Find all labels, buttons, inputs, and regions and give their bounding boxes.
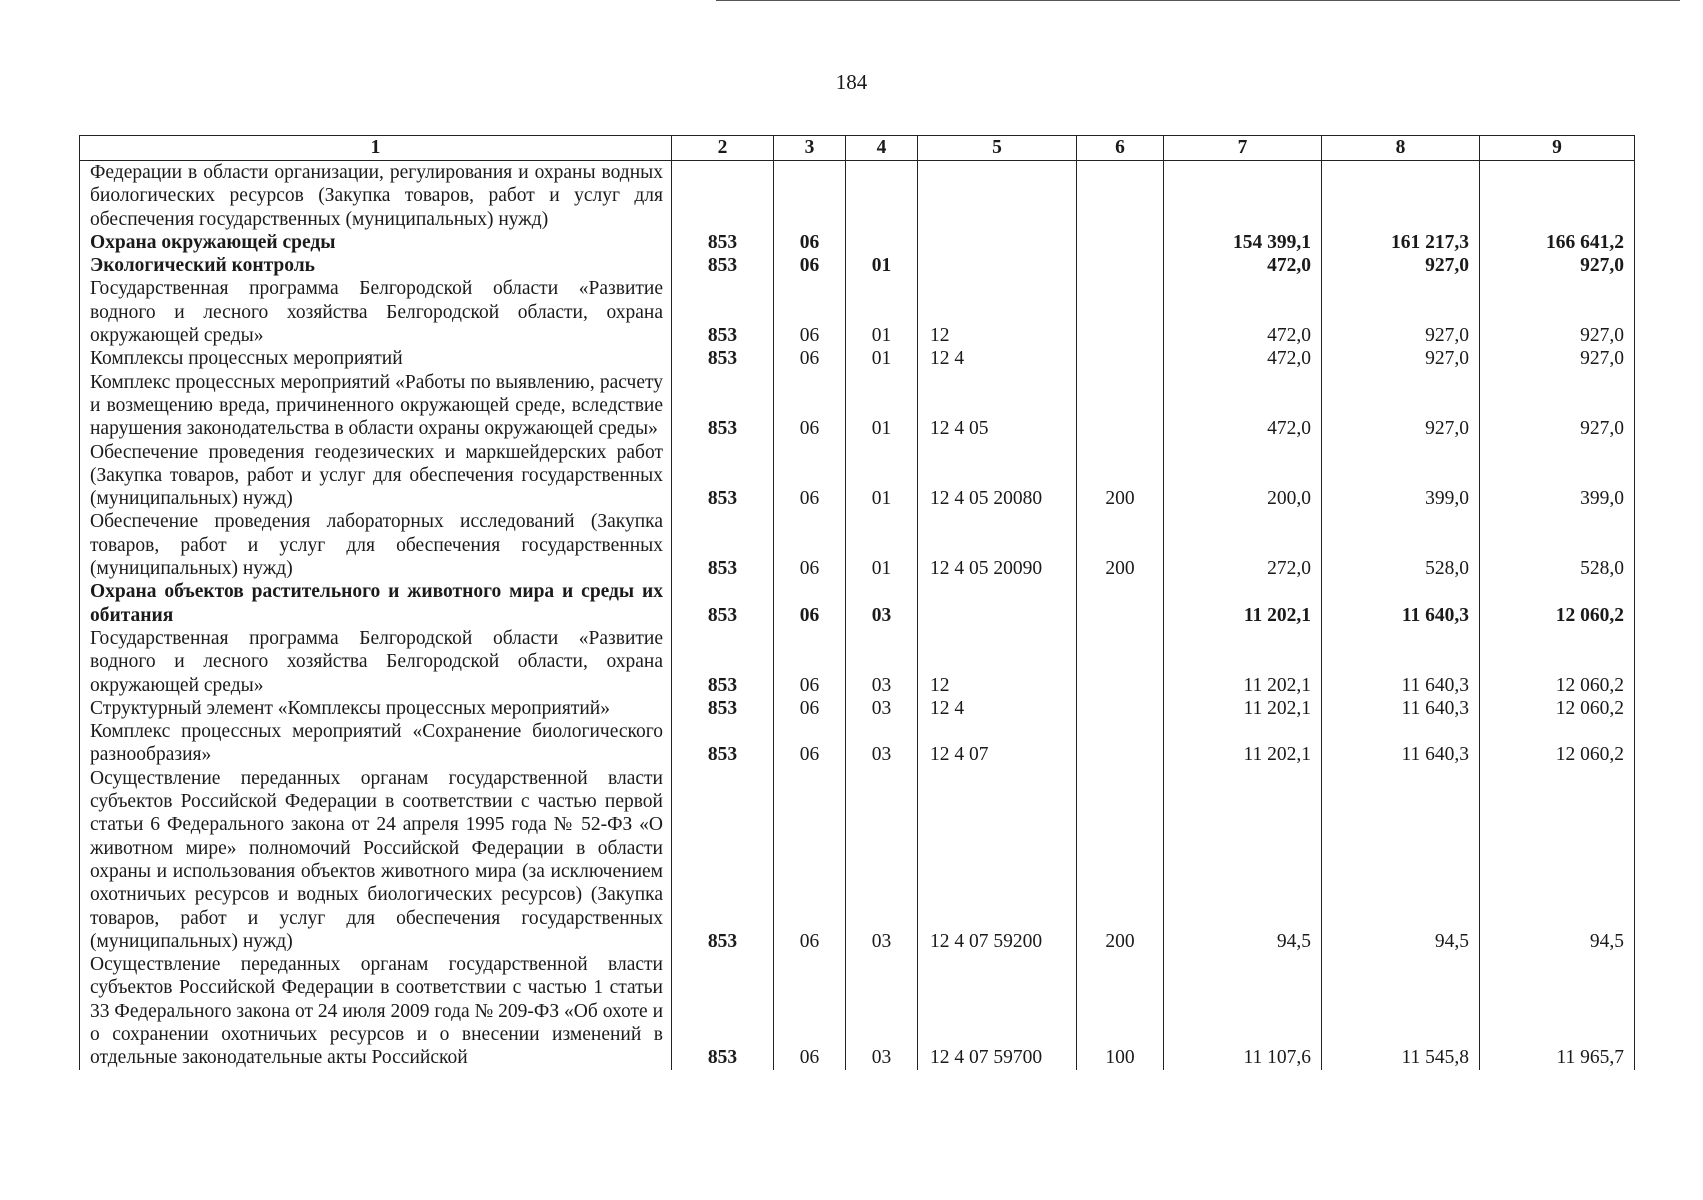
amount-col-9: 528,0 bbox=[1480, 510, 1635, 580]
expense-type-code bbox=[1077, 580, 1164, 627]
target-article-code: 12 bbox=[918, 627, 1077, 697]
amount-col-7: 94,5 bbox=[1164, 767, 1322, 953]
amount-col-8: 927,0 bbox=[1322, 371, 1480, 441]
subsection-code: 01 bbox=[846, 510, 918, 580]
amount-col-8 bbox=[1322, 161, 1480, 231]
amount-col-7: 11 202,1 bbox=[1164, 697, 1322, 720]
subsection-code: 03 bbox=[846, 580, 918, 627]
header-col-6: 6 bbox=[1077, 136, 1164, 161]
amount-col-8: 11 640,3 bbox=[1322, 627, 1480, 697]
section-code bbox=[774, 161, 846, 231]
ministry-code: 853 bbox=[672, 627, 774, 697]
ministry-code: 853 bbox=[672, 510, 774, 580]
target-article-code: 12 4 05 bbox=[918, 371, 1077, 441]
row-description: Комплекс процессных мероприятий «Сохранение биологического разнообразия» bbox=[80, 720, 672, 767]
table-row bbox=[80, 720, 1635, 767]
target-article-code: 12 4 05 20090 bbox=[918, 510, 1077, 580]
section-code: 06 bbox=[774, 441, 846, 511]
target-article-code: 12 4 05 20080 bbox=[918, 441, 1077, 511]
expense-type-code: 200 bbox=[1077, 441, 1164, 511]
target-article-code: 12 4 07 59700 bbox=[918, 953, 1077, 1069]
ministry-code: 853 bbox=[672, 580, 774, 627]
target-article-code bbox=[918, 254, 1077, 277]
amount-col-9: 12 060,2 bbox=[1480, 627, 1635, 697]
expense-type-code bbox=[1077, 231, 1164, 254]
amount-col-7: 472,0 bbox=[1164, 254, 1322, 277]
subsection-code: 03 bbox=[846, 953, 918, 1069]
subsection-code: 01 bbox=[846, 254, 918, 277]
table-row bbox=[80, 510, 1635, 580]
header-col-5: 5 bbox=[918, 136, 1077, 161]
subsection-code bbox=[846, 231, 918, 254]
amount-col-8: 94,5 bbox=[1322, 767, 1480, 953]
page-number: 184 bbox=[835, 70, 868, 94]
row-description: Федерации в области организации, регулирования и охраны водных биологических ресурсов (Закупка товаров, работ и услуг для обеспечения государственных (муниципальных) нужд) bbox=[80, 161, 672, 231]
amount-col-7: 472,0 bbox=[1164, 371, 1322, 441]
section-code: 06 bbox=[774, 277, 846, 347]
table-row bbox=[80, 277, 1635, 347]
expense-type-code bbox=[1077, 627, 1164, 697]
ministry-code: 853 bbox=[672, 254, 774, 277]
row-description: Комплексы процессных мероприятий bbox=[80, 347, 672, 370]
table-row bbox=[80, 953, 1635, 1069]
row-description: Осуществление переданных органам государственной власти субъектов Российской Федерации в соответствии с частью первой статьи 6 Федерального закона от 24 апреля 1995 года № 52-ФЗ «О животном мире» полномочий Российской Федерации в области охраны и использования объектов животного мира (за исключением охотничьих ресурсов и водных биологических ресурсов) (Закупка товаров, работ и услуг для обеспечения государственных (муниципальных) нужд) bbox=[80, 767, 672, 953]
amount-col-7: 472,0 bbox=[1164, 277, 1322, 347]
target-article-code bbox=[918, 580, 1077, 627]
amount-col-7: 472,0 bbox=[1164, 347, 1322, 370]
section-code: 06 bbox=[774, 627, 846, 697]
amount-col-7: 272,0 bbox=[1164, 510, 1322, 580]
amount-col-8: 11 640,3 bbox=[1322, 697, 1480, 720]
subsection-code: 01 bbox=[846, 277, 918, 347]
expense-type-code: 100 bbox=[1077, 953, 1164, 1069]
row-description: Осуществление переданных органам государственной власти субъектов Российской Федерации в соответствии с частью 1 статьи 33 Федерального закона от 24 июля 2009 года № 209-ФЗ «Об охоте и о сохранении охотничьих ресурсов и о внесении изменений в отдельные законодательные акты Российской bbox=[80, 953, 672, 1069]
section-code: 06 bbox=[774, 697, 846, 720]
expense-type-code bbox=[1077, 161, 1164, 231]
amount-col-7: 11 202,1 bbox=[1164, 720, 1322, 767]
amount-col-7: 200,0 bbox=[1164, 441, 1322, 511]
row-description: Экологический контроль bbox=[80, 254, 672, 277]
amount-col-8: 927,0 bbox=[1322, 347, 1480, 370]
header-col-3: 3 bbox=[774, 136, 846, 161]
amount-col-9: 927,0 bbox=[1480, 277, 1635, 347]
amount-col-8: 927,0 bbox=[1322, 254, 1480, 277]
amount-col-7: 11 202,1 bbox=[1164, 627, 1322, 697]
ministry-code: 853 bbox=[672, 720, 774, 767]
amount-col-8: 528,0 bbox=[1322, 510, 1480, 580]
expense-type-code: 200 bbox=[1077, 510, 1164, 580]
amount-col-9 bbox=[1480, 161, 1635, 231]
row-description: Государственная программа Белгородской области «Развитие водного и лесного хозяйства Белгородской области, охрана окружающей среды» bbox=[80, 277, 672, 347]
table-row bbox=[80, 161, 1635, 231]
amount-col-9: 927,0 bbox=[1480, 371, 1635, 441]
header-col-8: 8 bbox=[1322, 136, 1480, 161]
amount-col-9: 927,0 bbox=[1480, 347, 1635, 370]
target-article-code: 12 4 07 59200 bbox=[918, 767, 1077, 953]
row-description: Государственная программа Белгородской области «Развитие водного и лесного хозяйства Белгородской области, охрана окружающей среды» bbox=[80, 627, 672, 697]
ministry-code: 853 bbox=[672, 953, 774, 1069]
subsection-code: 03 bbox=[846, 697, 918, 720]
header-row bbox=[80, 136, 1635, 161]
expense-type-code bbox=[1077, 371, 1164, 441]
expense-type-code: 200 bbox=[1077, 767, 1164, 953]
amount-col-9: 12 060,2 bbox=[1480, 580, 1635, 627]
section-code: 06 bbox=[774, 510, 846, 580]
ministry-code: 853 bbox=[672, 231, 774, 254]
row-description: Обеспечение проведения геодезических и маркшейдерских работ (Закупка товаров, работ и услуг для обеспечения государственных (муниципальных) нужд) bbox=[80, 441, 672, 511]
amount-col-8: 161 217,3 bbox=[1322, 231, 1480, 254]
table-row bbox=[80, 441, 1635, 511]
target-article-code: 12 4 bbox=[918, 347, 1077, 370]
row-description: Обеспечение проведения лабораторных исследований (Закупка товаров, работ и услуг для обеспечения государственных (муниципальных) нужд) bbox=[80, 510, 672, 580]
target-article-code: 12 4 07 bbox=[918, 720, 1077, 767]
top-rule bbox=[716, 0, 1680, 1]
table-row bbox=[80, 371, 1635, 441]
subsection-code: 03 bbox=[846, 720, 918, 767]
subsection-code: 03 bbox=[846, 767, 918, 953]
expense-type-code bbox=[1077, 697, 1164, 720]
target-article-code bbox=[918, 231, 1077, 254]
ministry-code: 853 bbox=[672, 277, 774, 347]
expense-type-code bbox=[1077, 277, 1164, 347]
header-col-1: 1 bbox=[80, 136, 672, 161]
amount-col-8: 927,0 bbox=[1322, 277, 1480, 347]
table-row bbox=[80, 767, 1635, 953]
amount-col-8: 11 640,3 bbox=[1322, 580, 1480, 627]
subsection-code: 01 bbox=[846, 371, 918, 441]
row-description: Охрана окружающей среды bbox=[80, 231, 672, 254]
expense-type-code bbox=[1077, 347, 1164, 370]
amount-col-7: 11 202,1 bbox=[1164, 580, 1322, 627]
amount-col-8: 11 545,8 bbox=[1322, 953, 1480, 1069]
table-row bbox=[80, 627, 1635, 697]
subsection-code: 03 bbox=[846, 627, 918, 697]
section-code: 06 bbox=[774, 767, 846, 953]
row-description: Комплекс процессных мероприятий «Работы по выявлению, расчету и возмещению вреда, причиненного окружающей среде, вследствие нарушения законодательства в области охраны окружающей среды» bbox=[80, 371, 672, 441]
ministry-code: 853 bbox=[672, 697, 774, 720]
table-row bbox=[80, 580, 1635, 627]
ministry-code: 853 bbox=[672, 347, 774, 370]
table-row bbox=[80, 254, 1635, 277]
section-code: 06 bbox=[774, 371, 846, 441]
table-row bbox=[80, 347, 1635, 370]
header-col-9: 9 bbox=[1480, 136, 1635, 161]
section-code: 06 bbox=[774, 720, 846, 767]
amount-col-9: 166 641,2 bbox=[1480, 231, 1635, 254]
table-body bbox=[80, 161, 1635, 1070]
amount-col-9: 12 060,2 bbox=[1480, 720, 1635, 767]
header-col-7: 7 bbox=[1164, 136, 1322, 161]
section-code: 06 bbox=[774, 254, 846, 277]
amount-col-9: 12 060,2 bbox=[1480, 697, 1635, 720]
ministry-code bbox=[672, 161, 774, 231]
subsection-code: 01 bbox=[846, 347, 918, 370]
table-row bbox=[80, 697, 1635, 720]
amount-col-9: 11 965,7 bbox=[1480, 953, 1635, 1069]
amount-col-7: 11 107,6 bbox=[1164, 953, 1322, 1069]
subsection-code bbox=[846, 161, 918, 231]
header-col-4: 4 bbox=[846, 136, 918, 161]
ministry-code: 853 bbox=[672, 441, 774, 511]
amount-col-7 bbox=[1164, 161, 1322, 231]
row-description: Структурный элемент «Комплексы процессных мероприятий» bbox=[80, 697, 672, 720]
expense-type-code bbox=[1077, 720, 1164, 767]
amount-col-8: 399,0 bbox=[1322, 441, 1480, 511]
amount-col-8: 11 640,3 bbox=[1322, 720, 1480, 767]
ministry-code: 853 bbox=[672, 371, 774, 441]
amount-col-9: 399,0 bbox=[1480, 441, 1635, 511]
header-col-2: 2 bbox=[672, 136, 774, 161]
table-cut-edge bbox=[79, 1092, 1634, 1096]
section-code: 06 bbox=[774, 231, 846, 254]
row-description: Охрана объектов растительного и животного мира и среды их обитания bbox=[80, 580, 672, 627]
target-article-code: 12 4 bbox=[918, 697, 1077, 720]
ministry-code: 853 bbox=[672, 767, 774, 953]
section-code: 06 bbox=[774, 580, 846, 627]
expense-type-code bbox=[1077, 254, 1164, 277]
amount-col-9: 94,5 bbox=[1480, 767, 1635, 953]
subsection-code: 01 bbox=[846, 441, 918, 511]
target-article-code bbox=[918, 161, 1077, 231]
table-row bbox=[80, 231, 1635, 254]
amount-col-7: 154 399,1 bbox=[1164, 231, 1322, 254]
target-article-code: 12 bbox=[918, 277, 1077, 347]
amount-col-9: 927,0 bbox=[1480, 254, 1635, 277]
section-code: 06 bbox=[774, 953, 846, 1069]
budget-table bbox=[79, 135, 1635, 1070]
section-code: 06 bbox=[774, 347, 846, 370]
